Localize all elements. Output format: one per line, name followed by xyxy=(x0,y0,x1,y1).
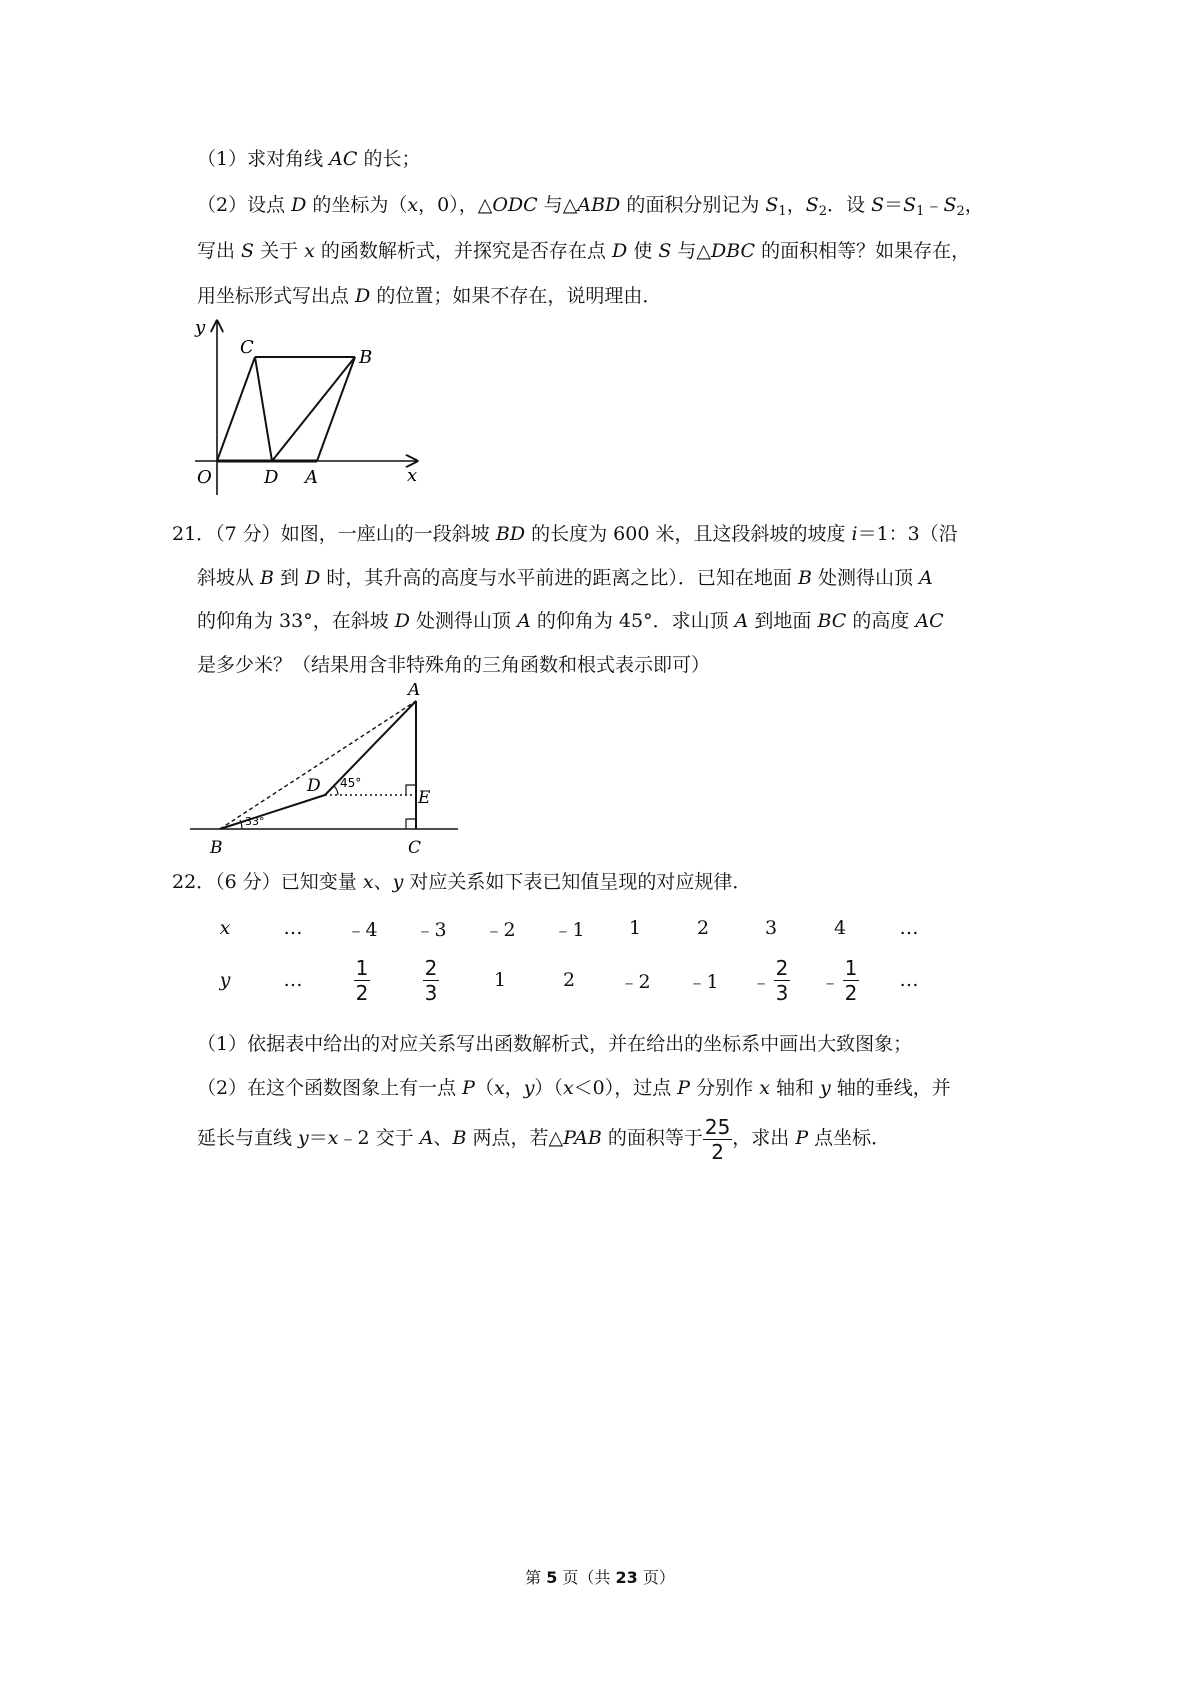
text: 处测得山顶 xyxy=(410,610,518,632)
q22-part2 xyxy=(197,1074,951,1102)
table-x-cell: ﹣3 xyxy=(415,918,447,941)
label-33: 33° xyxy=(245,815,265,828)
part-number: （1） xyxy=(197,148,248,170)
q21-line3 xyxy=(197,607,944,635)
math-var: A xyxy=(919,567,933,589)
text: 第 xyxy=(525,1568,547,1587)
label-b: B xyxy=(359,347,373,368)
math-var: x xyxy=(759,1077,770,1099)
fraction xyxy=(423,957,440,1004)
text: （ xyxy=(474,1077,494,1099)
fraction xyxy=(843,957,860,1004)
dashed-ba xyxy=(220,701,416,829)
math-var: BD xyxy=(495,523,526,545)
segment-cd xyxy=(255,357,272,461)
math-var: x xyxy=(493,1077,505,1099)
q20-part1 xyxy=(197,145,420,173)
text: （2）在这个函数图象上有一点 xyxy=(197,1077,463,1099)
math-var: x xyxy=(327,1127,339,1149)
segment-oc xyxy=(217,357,255,461)
math-var: x xyxy=(562,1077,574,1099)
text: 写出 xyxy=(197,240,242,262)
segment-bd xyxy=(220,795,325,829)
text: ，求出 xyxy=(732,1127,796,1149)
table-x-cell: ﹣1 xyxy=(553,918,585,941)
text: 到地面 xyxy=(748,610,818,632)
math-var: S xyxy=(765,194,779,216)
math-var: D xyxy=(394,610,410,632)
table-x-cell: … xyxy=(899,917,919,939)
label-o: O xyxy=(197,467,212,488)
text: 处测得山顶 xyxy=(811,567,919,589)
text: 的位置；如果不存在，说明理由． xyxy=(370,285,662,307)
text: ， xyxy=(964,194,984,216)
q21-line4 xyxy=(197,651,710,679)
math-var: ODC xyxy=(492,194,538,216)
text: 时，其升高的高度与水平前进的距离之比）．已知在地面 xyxy=(320,567,798,589)
math-var: i xyxy=(851,523,858,545)
q21-figure xyxy=(190,683,480,863)
math-var: A xyxy=(419,1127,434,1149)
text: 设点 xyxy=(247,194,292,216)
label-a: A xyxy=(305,467,318,488)
table-y-label: y xyxy=(219,969,231,991)
math-var: A xyxy=(734,610,749,632)
q20-line4 xyxy=(197,282,661,310)
text: 页） xyxy=(637,1568,675,1587)
math-var: B xyxy=(452,1127,467,1149)
numerator: 25 xyxy=(704,1114,731,1139)
text: 使 xyxy=(627,240,659,262)
math-var: AC xyxy=(329,148,358,170)
text: 的仰角为 33°，在斜坡 xyxy=(197,610,395,632)
math-var: S xyxy=(805,194,819,216)
fraction xyxy=(354,957,371,1004)
text: 与△ xyxy=(671,240,711,262)
table-y-cell: 1 xyxy=(493,969,507,991)
right-angle-e xyxy=(406,785,416,795)
math-var: P xyxy=(677,1077,691,1099)
math-var: D xyxy=(305,567,321,589)
text: 是多少米？（结果用含非特殊角的三角函数和根式表示即可） xyxy=(197,654,711,676)
table-y-cell xyxy=(327,950,397,1010)
q20-part2 xyxy=(197,191,984,226)
text: 求对角线 xyxy=(247,148,330,170)
text: ﹣2 交于 xyxy=(338,1127,420,1149)
text: 轴和 xyxy=(769,1077,820,1099)
q20-line3 xyxy=(197,237,970,265)
text: ．设 xyxy=(827,194,872,216)
math-var: S xyxy=(241,240,255,262)
table-y-cell: 2 xyxy=(562,969,576,991)
denominator: 2 xyxy=(355,980,369,1005)
math-var: D xyxy=(355,285,371,307)
denominator: 2 xyxy=(711,1139,724,1164)
text: 的函数解析式，并探究是否存在点 xyxy=(314,240,612,262)
negative-fraction xyxy=(821,957,860,1004)
text: 关于 xyxy=(254,240,305,262)
negative-fraction xyxy=(752,957,791,1004)
text: 的仰角为 45°．求山顶 xyxy=(530,610,735,632)
label-45: 45° xyxy=(340,776,362,790)
label-c: C xyxy=(240,337,254,358)
text: 、 xyxy=(433,1127,453,1149)
label-y: y xyxy=(195,317,206,338)
subscript: 2 xyxy=(956,204,965,219)
text: 两点，若△ xyxy=(466,1127,564,1149)
table-x-cell: 1 xyxy=(628,917,642,939)
table-x-cell: ﹣4 xyxy=(346,918,378,941)
segment-db xyxy=(272,357,355,461)
text: 斜坡从 xyxy=(197,567,261,589)
text: ， xyxy=(504,1077,524,1099)
math-var: x xyxy=(407,194,419,216)
fraction xyxy=(703,1116,732,1163)
math-var: A xyxy=(517,610,531,632)
total-pages: 23 xyxy=(615,1568,638,1587)
text: 点坐标． xyxy=(808,1127,891,1149)
math-var: DBC xyxy=(711,240,756,262)
table-x-cell: ﹣2 xyxy=(484,918,516,941)
numerator: 1 xyxy=(844,955,858,980)
subscript: 2 xyxy=(818,204,828,219)
text: 到 xyxy=(274,567,306,589)
text: 对应关系如下表已知值呈现的对应规律． xyxy=(403,871,752,893)
numerator: 2 xyxy=(424,955,438,980)
math-var: S xyxy=(943,194,957,216)
denominator: 3 xyxy=(775,980,789,1005)
q22-part1 xyxy=(197,1030,912,1058)
right-angle-c xyxy=(406,819,416,829)
question-stem: 22．（6 分）已知变量 xyxy=(172,871,363,893)
text: 的坐标为（ xyxy=(306,194,408,216)
text: ＜0），过点 xyxy=(573,1077,678,1099)
segment-da xyxy=(325,701,416,795)
text: 用坐标形式写出点 xyxy=(197,285,356,307)
fraction xyxy=(774,957,791,1004)
label-d: D xyxy=(264,467,279,488)
table-y-cell xyxy=(736,950,806,1010)
math-var: S xyxy=(658,240,672,262)
table-y-cell: … xyxy=(899,969,919,991)
angle-arc-45 xyxy=(334,786,338,795)
text: ﹣ xyxy=(924,194,944,216)
math-var: S xyxy=(903,194,917,216)
label-a: A xyxy=(408,683,421,700)
q22-line1 xyxy=(172,868,751,896)
text: ＝ xyxy=(308,1127,328,1149)
numerator: 2 xyxy=(775,955,789,980)
page-number: 5 xyxy=(546,1568,558,1587)
q21-line2 xyxy=(197,564,933,592)
part-number: （2） xyxy=(197,194,248,216)
text: 的面积分别记为 xyxy=(620,194,766,216)
text: ， xyxy=(786,194,806,216)
label-b: B xyxy=(210,838,223,858)
text: 的长度为 600 米，且这段斜坡的坡度 xyxy=(525,523,852,545)
math-var: P xyxy=(795,1127,809,1149)
text: ）（ xyxy=(534,1077,563,1099)
text: 的面积等于 xyxy=(601,1127,703,1149)
text: （1）依据表中给出的对应关系写出函数解析式，并在给出的坐标系中画出大致图象； xyxy=(197,1033,913,1055)
table-y-cell: ﹣1 xyxy=(687,970,719,993)
subscript: 1 xyxy=(916,204,925,219)
label-x: x xyxy=(407,465,418,486)
math-var: PAB xyxy=(563,1127,602,1149)
table-x-cell: 2 xyxy=(696,917,710,939)
table-x-cell: … xyxy=(283,917,303,939)
table-x-cell: 3 xyxy=(764,917,778,939)
text: 延长与直线 xyxy=(197,1127,299,1149)
table-x-cell: 4 xyxy=(833,917,847,939)
q20-figure xyxy=(185,315,435,500)
text: 轴的垂线，并 xyxy=(830,1077,951,1099)
math-var: x xyxy=(362,871,374,893)
denominator: 3 xyxy=(424,980,438,1005)
math-var: D xyxy=(291,194,307,216)
page-footer xyxy=(0,1565,1200,1588)
table-x-label: x xyxy=(219,917,231,939)
text: ＝ xyxy=(884,194,904,216)
math-var: BC xyxy=(817,610,847,632)
math-var: ABD xyxy=(577,194,621,216)
math-var: S xyxy=(871,194,885,216)
math-var: y xyxy=(392,871,404,893)
text: ＝1：3（沿 xyxy=(857,523,958,545)
q21-line1 xyxy=(172,520,958,548)
math-var: x xyxy=(304,240,315,262)
text: ，0），△ xyxy=(418,194,493,216)
math-var: AC xyxy=(915,610,944,632)
q22-line3 xyxy=(197,1112,890,1164)
table-y-cell xyxy=(805,950,875,1010)
text: 的长； xyxy=(357,148,421,170)
text: 分别作 xyxy=(690,1077,760,1099)
segment-ba xyxy=(317,357,355,461)
math-var: y xyxy=(298,1127,309,1149)
text: 的面积相等？如果存在， xyxy=(755,240,971,262)
label-d: D xyxy=(307,776,321,796)
label-e: E xyxy=(418,788,431,808)
math-var: y xyxy=(820,1077,831,1099)
text: 页（共 xyxy=(557,1568,616,1587)
text: 的高度 xyxy=(846,610,916,632)
text: 、 xyxy=(373,871,393,893)
minus-sign: ﹣ xyxy=(820,970,840,993)
label-c: C xyxy=(408,838,422,858)
math-var: P xyxy=(462,1077,475,1099)
numerator: 1 xyxy=(355,955,369,980)
table-y-cell: ﹣2 xyxy=(619,970,651,993)
table-y-cell xyxy=(396,950,466,1010)
math-var: B xyxy=(797,567,812,589)
math-var: y xyxy=(523,1077,535,1099)
math-var: B xyxy=(260,567,275,589)
minus-sign: ﹣ xyxy=(751,970,771,993)
math-var: D xyxy=(611,240,628,262)
text: 与△ xyxy=(537,194,578,216)
question-stem: 21．（7 分）如图，一座山的一段斜坡 xyxy=(172,523,496,545)
subscript: 1 xyxy=(778,204,787,219)
denominator: 2 xyxy=(844,980,858,1005)
table-y-cell: … xyxy=(283,969,303,991)
